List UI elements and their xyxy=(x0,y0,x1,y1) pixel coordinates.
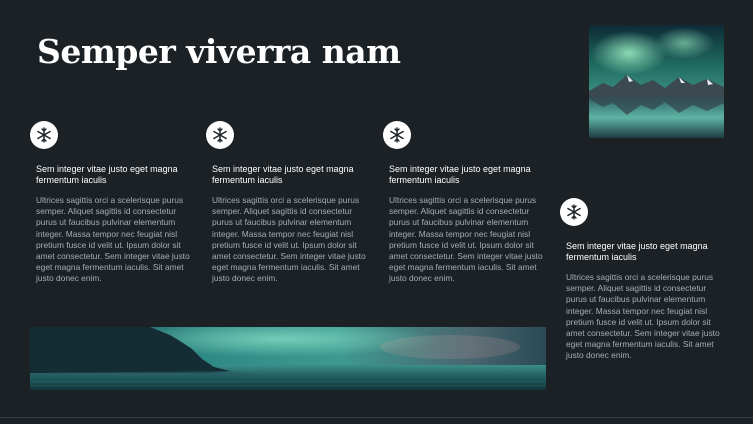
feature-body: Ultrices sagittis orci a scelerisque purus semper. Aliquet sagittis id consectetur purus ut faucibus pulvinar elementum integer. Massa tempor nec feugiat nisl pretium fusce id velit ut. Ipsum dolor sit amet consectetur. Sem integer vitae justo eget magna fermentum iaculis. Sit amet justo donec enim. xyxy=(36,195,190,284)
feature-heading: Sem integer vitae justo eget magna fermentum iaculis xyxy=(566,241,708,262)
feature-body: Ultrices sagittis orci a scelerisque purus semper. Aliquet sagittis id consectetur purus ut faucibus pulvinar elementum integer. Massa tempor nec feugiat nisl pretium fusce id velit ut. Ipsum dolor sit amet consectetur. Sem integer vitae justo eget magna fermentum iaculis. Sit amet justo donec enim. xyxy=(212,195,366,284)
feature-card xyxy=(389,121,549,285)
snowflake-icon xyxy=(383,121,411,149)
aurora-coastline-panorama-photo xyxy=(30,327,546,390)
feature-card xyxy=(36,121,196,285)
snowflake-icon xyxy=(206,121,234,149)
feature-body: Ultrices sagittis orci a scelerisque purus semper. Aliquet sagittis id consectetur purus ut faucibus pulvinar elementum integer. Massa tempor nec feugiat nisl pretium fusce id velit ut. Ipsum dolor sit amet consectetur. Sem integer vitae justo eget magna fermentum iaculis. Sit amet justo donec enim. xyxy=(566,272,720,361)
feature-card xyxy=(212,121,372,285)
snowflake-icon xyxy=(30,121,58,149)
feature-body: Ultrices sagittis orci a scelerisque purus semper. Aliquet sagittis id consectetur purus ut faucibus pulvinar elementum integer. Massa tempor nec feugiat nisl pretium fusce id velit ut. Ipsum dolor sit amet consectetur. Sem integer vitae justo eget magna fermentum iaculis. Sit amet justo donec enim. xyxy=(389,195,543,284)
feature-heading: Sem integer vitae justo eget magna fermentum iaculis xyxy=(36,164,178,185)
feature-heading: Sem integer vitae justo eget magna fermentum iaculis xyxy=(212,164,354,185)
feature-heading: Sem integer vitae justo eget magna fermentum iaculis xyxy=(389,164,531,185)
aurora-mountain-lake-photo xyxy=(589,25,724,138)
footer-divider xyxy=(0,417,753,418)
snowflake-icon xyxy=(560,198,588,226)
feature-card xyxy=(566,198,726,362)
slide-title: Semper viverra nam xyxy=(37,32,401,71)
